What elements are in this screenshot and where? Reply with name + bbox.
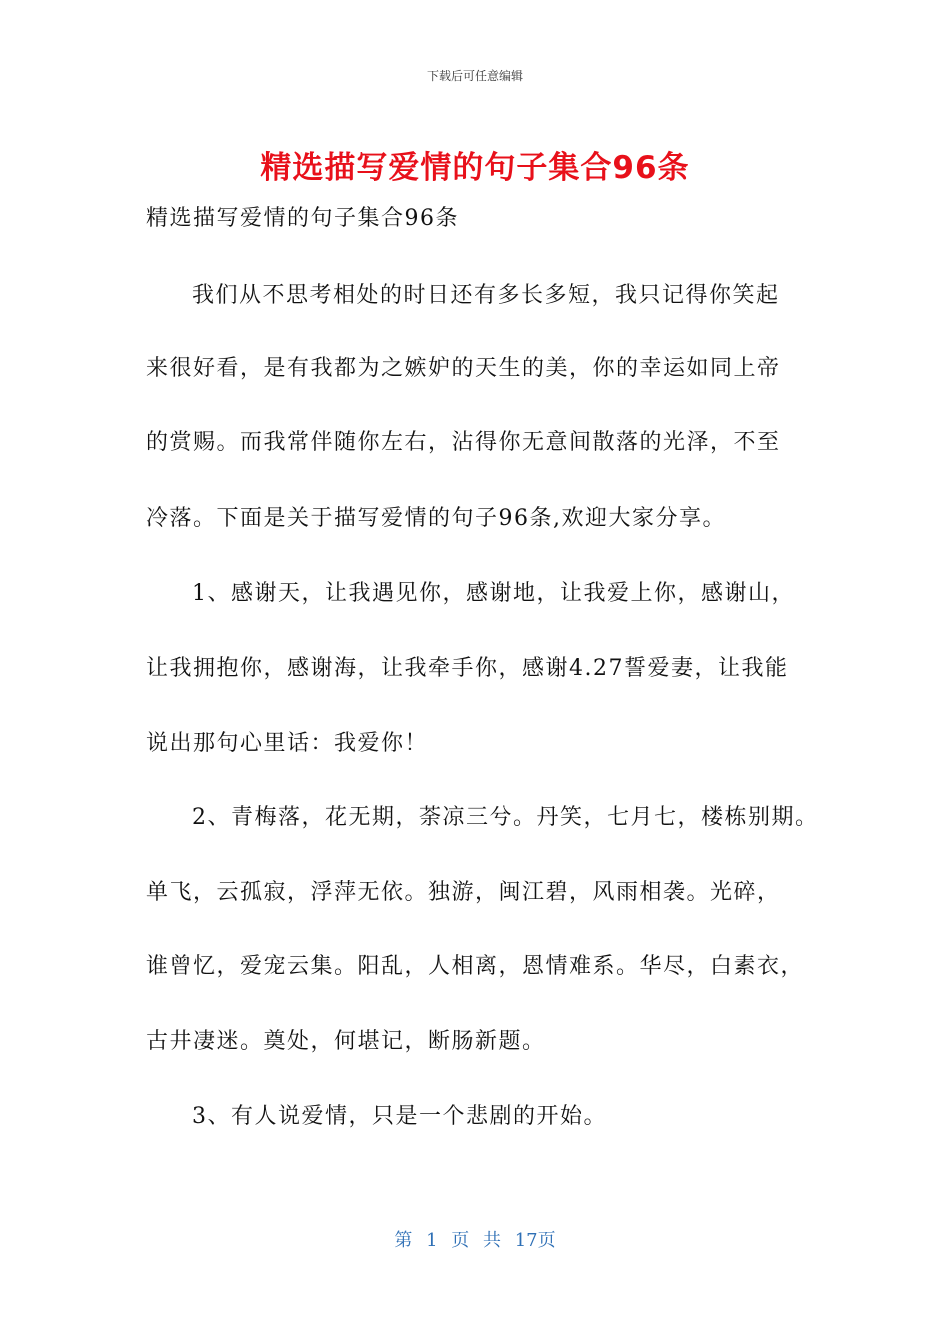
paragraph-line: 古井凄迷。奠处，何堪记，断肠新题。 <box>146 1029 546 1054</box>
paragraph-line: 来很好看，是有我都为之嫉妒的天生的美，你的幸运如同上帝 <box>146 356 781 381</box>
footer-word-di: 第 <box>394 1230 413 1251</box>
paragraph-line: 说出那句心里话：我爱你！ <box>146 731 429 756</box>
paragraph-line: 我们从不思考相处的时日还有多长多短，我只记得你笑起 <box>192 283 780 308</box>
document-title: 精选描写爱情的句子集合96条 <box>260 150 690 186</box>
page-footer <box>0 1226 950 1252</box>
paragraph-line: 2、青梅落，花无期，荼凉三兮。丹笑，七月七，楼栋别期。 <box>192 805 819 830</box>
subtitle-line: 精选描写爱情的句子集合96条 <box>146 206 459 231</box>
footer-word-ye: 页 <box>451 1230 470 1251</box>
paragraph-line: 谁曾忆，爱宠云集。阳乱，人相离，恩情难系。华尽，白素衣， <box>146 954 805 979</box>
paragraph-line: 让我拥抱你，感谢海，让我牵手你，感谢4.27誓爱妻，让我能 <box>146 656 789 681</box>
paragraph-line: 3、有人说爱情，只是一个悲剧的开始。 <box>192 1104 607 1129</box>
footer-total-pages: 17页 <box>514 1230 556 1251</box>
footer-word-gong: 共 <box>483 1230 501 1251</box>
page-header: 下载后可任意编辑 <box>426 69 523 83</box>
paragraph-line: 冷落。下面是关于描写爱情的句子96条,欢迎大家分享。 <box>146 506 726 531</box>
footer-page-number: 1 <box>426 1230 438 1251</box>
paragraph-line: 1、感谢天，让我遇见你，感谢地，让我爱上你，感谢山， <box>192 581 795 606</box>
paragraph-line: 单飞，云孤寂，浮萍无依。独游，闽江碧，风雨相袭。光碎， <box>146 880 781 905</box>
paragraph-line: 的赏赐。而我常伴随你左右，沾得你无意间散落的光泽，不至 <box>146 430 781 455</box>
